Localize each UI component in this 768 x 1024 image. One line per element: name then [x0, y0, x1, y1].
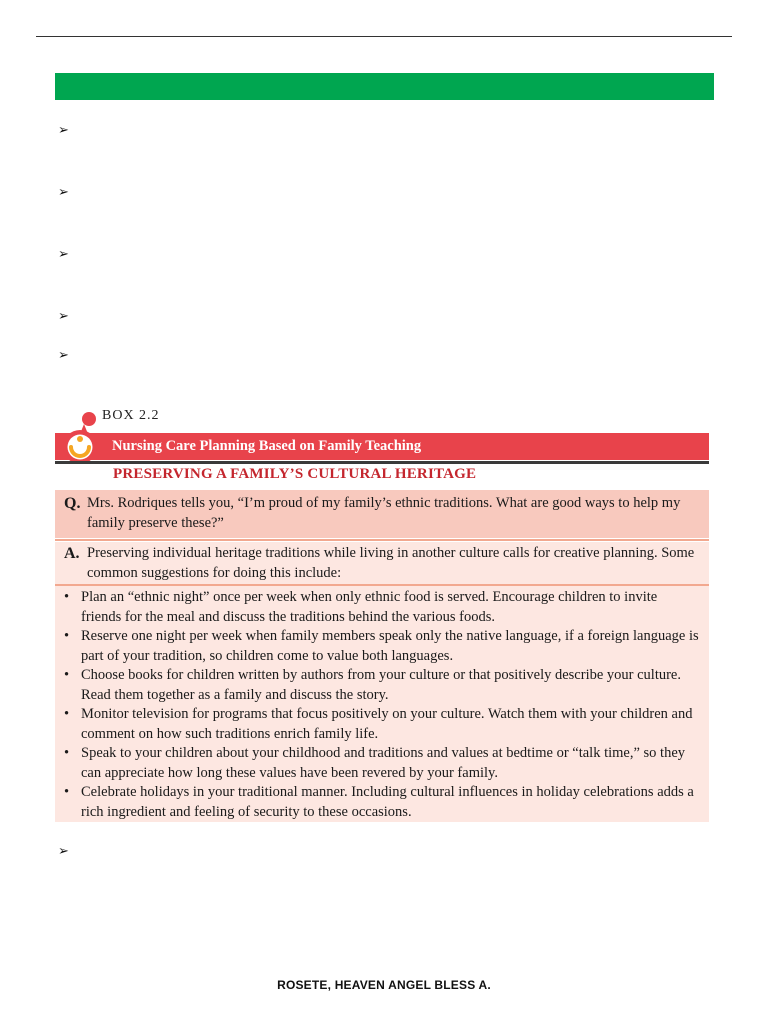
arrow-bullet-icon: ➢	[58, 247, 69, 262]
page-footer-author: ROSETE, HEAVEN ANGEL BLESS A.	[277, 978, 491, 992]
bullet-dot: •	[64, 667, 70, 683]
bullet-dot: •	[64, 628, 70, 644]
question-block	[55, 490, 709, 538]
list-item	[64, 744, 699, 783]
box-divider	[55, 461, 709, 464]
list-item	[64, 705, 699, 744]
arrow-bullet-icon: ➢	[58, 309, 69, 324]
list-item	[64, 627, 699, 666]
box-header-title: Nursing Care Planning Based on Family Teaching	[112, 438, 422, 454]
list-item-text: Celebrate holidays in your traditional manner. Including cultural influences in holiday celebrations adds a rich ingredient and feeling of security to these occasions.	[81, 784, 694, 820]
suggestion-list	[55, 586, 709, 822]
list-item-text: Reserve one night per week when family members speak only the native language, if a foreign language is part of your tradition, so children come to value both languages.	[81, 628, 699, 664]
family-teaching-logo-icon	[58, 410, 106, 468]
question-text: Mrs. Rodriques tells you, “I’m proud of my family’s ethnic traditions. What are good ways to help my family preserve these?”	[87, 495, 681, 531]
list-item-text: Plan an “ethnic night” once per week when only ethnic food is served. Encourage children to invite friends for the meal and discuss the traditions behind the various foods.	[81, 589, 658, 625]
list-item	[64, 783, 699, 822]
answer-marker: A.	[64, 545, 80, 562]
arrow-bullet-icon: ➢	[58, 185, 69, 200]
arrow-bullet-icon: ➢	[58, 348, 69, 363]
answer-block	[55, 542, 709, 584]
bullet-dot: •	[64, 706, 70, 722]
box-number-label: BOX 2.2	[102, 408, 160, 423]
list-item	[64, 666, 699, 705]
arrow-bullet-icon: ➢	[58, 844, 69, 859]
arrow-bullet-icon: ➢	[58, 123, 69, 138]
section-separator	[55, 539, 709, 541]
list-item-text: Monitor television for programs that focus positively on your culture. Watch them with your children and comment on how such traditions enrich family life.	[81, 706, 693, 742]
list-item-text: Choose books for children written by authors from your culture or that positively describe your culture. Read them together as a family and discuss the story.	[81, 667, 681, 703]
top-rule	[36, 36, 732, 37]
bullet-dot: •	[64, 589, 70, 605]
bullet-dot: •	[64, 745, 70, 761]
box-subtitle: PRESERVING A FAMILY’S CULTURAL HERITAGE	[113, 466, 477, 482]
list-item-text: Speak to your children about your childhood and traditions and values at bedtime or “talk time,” so they can appreciate how long these values have been revered by your family.	[81, 745, 686, 781]
question-marker: Q.	[64, 495, 81, 512]
box-header-bar	[55, 433, 709, 460]
green-heading-bar	[55, 73, 714, 100]
bullet-dot: •	[64, 784, 70, 800]
list-item	[64, 588, 699, 627]
answer-text: Preserving individual heritage traditions while living in another culture calls for creative planning. Some common suggestions for doing this include:	[87, 545, 695, 581]
